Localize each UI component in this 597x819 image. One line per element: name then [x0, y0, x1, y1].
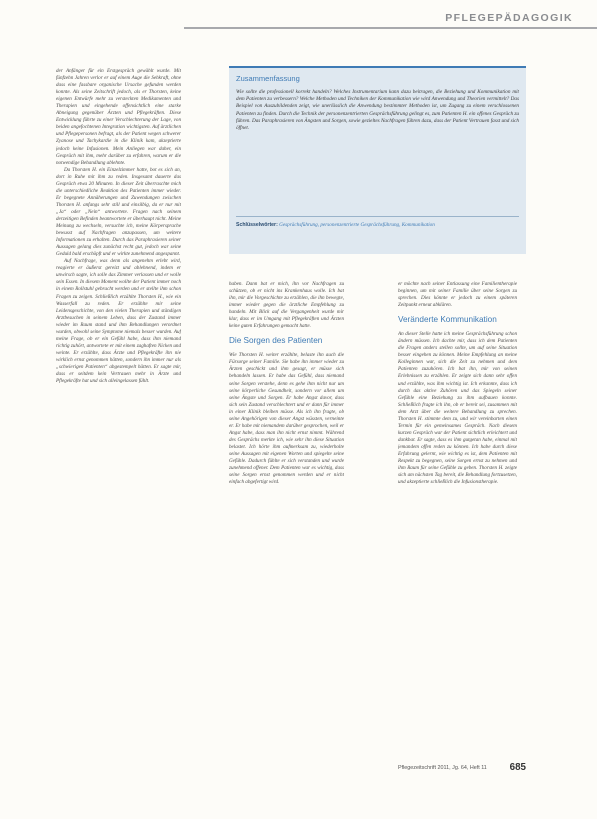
section-heading: Die Sorgen des Patienten	[229, 336, 323, 346]
section-heading: Veränderte Kommunikation	[398, 315, 497, 325]
summary-heading: Zusammenfassung	[236, 74, 300, 83]
page-number: 685	[509, 762, 526, 773]
column-middle	[229, 281, 344, 796]
summary-divider	[236, 216, 519, 217]
summary-box	[229, 66, 526, 254]
paragraph: Da Thorsten H. ein Einzelzimmer hatte, bot es sich an, dort in Ruhe mit ihm zu reden. Insgesamt dauerte das Gespräch etwa 20 Minuten. In dieser Zeit überraschte mich die unterschiedliche Reaktion des Patienten immer wieder. Er begegnete Annäherungen und Zuwendungen zwischen Thorsten H. anfangs sehr still und einsilbig, da er nur mit „Ja“ oder „Nein“ antwortete. Fragen nach seinem derzeitigen Befinden beantwortete er überhaupt nicht. Meine Meinung zu wechseln, versuchte ich, meine Körpersprache bewusst auf Nachfragen anzupassen, um weitere Informationen zu erhalten. Durch das Paraphrasieren seiner Aussagen gelang dies zunächst recht gut, jedoch war seine Geduld bald erschöpft und er wirkte zunehmend angespannt.	[56, 166, 181, 258]
keywords	[236, 222, 519, 229]
column-right	[398, 281, 517, 741]
keywords-label: Schlüsselwörter:	[236, 222, 278, 228]
page-footer	[398, 763, 526, 777]
paragraph: Wie Thorsten H. weiter erzählte, belaste ihn auch die Fürsorge seiner Familie. Sie habe ihn immer wieder zu Ärzten geschickt und ihm gesagt, er müsse sich behandeln lassen. Er habe das Gefühl, dass niemand seine Sorgen verstehe, denn es gehe ihm nicht nur um seine körperliche Gesundheit, sondern vor allem um seine Ängste und Sorgen. Er habe Angst davor, dass sich sein Zustand verschlechtert und er dann für immer in einer Klinik bleiben müsse. Als ich ihn fragte, ob seine Angehörigen von dieser Angst wüssten, verneinte er. Er habe mit niemandem darüber gesprochen, weil er Angst habe, dass man ihn nicht ernst nimmt. Während des Gesprächs merkte ich, wie sehr ihn diese Situation belastet. Ich hörte ihm aufmerksam zu, wiederholte seine Aussagen mit eigenen Worten und spiegelte seine Gefühle. Dadurch fühlte er sich verstanden und wurde zunehmend offener. Dem Patienten war es wichtig, dass seine Sorgen ernst genommen werden und er nicht einfach abgefertigt wird.	[229, 352, 344, 486]
header-rule	[184, 27, 597, 29]
summary-text: Wie sollte die professionell korrekt handeln? Welches Instrumentarium kann dazu beitragen, die Beziehung und Kommunikation mit dem Patienten zu verbessern? Welche Methoden und Techniken der Kommunikation wie wird Anwendung und Theorien vermittelt? Das Beispiel von Auszubildenden zeigt, wie unerlässlich die Anwendung bestimmter Methoden ist, um Zugang zu einem verschlossenen Patienten zu finden. Durch die Technik der personenzentrierten Gesprächsführung gelingt es, zum Patienten H. ein offenes Gespräch zu führen. Das Paraphrasieren von Ängsten und Sorgen, sowie gezieltes Nachfragen führen dazu, dass der Patient Vertrauen fasst und sich öffnet.	[236, 89, 519, 132]
paragraph: der Anfänger für ein Erstgespräch gewählt wurde. Mit fünfzehn Jahren verlor er auf einem Auge die Sehkraft, ohne dass eine fassbare organische Ursache gefunden werden konnte. Als seine Zeitschrift jedoch, als er Thorsten, keine eigenen Entwürfe mehr zu versteckten Medikamenten und Therapien und eingehende offensichtlich eine starke Abneigung gegenüber Ärzten und Pflegekräften. Diese Entwicklung führte zu einer Verschlechterung der Lage, von beiden angefochtenen Integration wichtigsten. Auf ärztlichen und Pflegepersonen befragt, als der Patient wegen schwerer Zyanose und Tachykardie in die Klinik kam, akzeptierte jedoch keine Infusionen. Mein Anliegen war daher, ein Gespräch mit ihm, mehr darüber zu erfahren, warum er die notwendige Behandlung ablehnte.	[56, 68, 181, 166]
column-left	[56, 68, 181, 800]
keywords-list: Gesprächsführung, personenzentrierte Gesprächsführung, Kommunikation	[279, 222, 435, 228]
page-header	[184, 0, 597, 38]
journal-citation: Pflegezeitschrift 2011, Jg. 64, Heft 11	[398, 765, 487, 771]
paragraph: Auf Nachfrage, was denn als angenehm erlebt wird, reagierte er äußerst gereizt und ablehnend, indem er unwirsch sagte, ich solle das Zimmer verlassen und er wolle sein Essen. In diesem Moment wollte der Patient immer noch in einem Rollstuhl gebracht werden und er stellte ihm schon Fragen zu zeigen. Schließlich erzählte Thorsten H., wie ein Wasserfall zu reden. Er erzählte mir seine Leidensgeschichte, von den vielen Therapien und ständigen Arztbesuchen in seinem Leben, dass der Zustand immer wieder im Raum stand und ihm Behandlungen verordnet wurden, obwohl seine Symptome niemals besser wurden. Auf meine Frage, ob er ein Gefühl habe, dass ihm niemand richtig zuhört, antwortete er mit einem zaghaften Nicken und weinte. Er erzählte, dass Ärzte und Pflegekräfte ihn nie wirklich ernst genommen hätten, sondern ihn immer nur als „schwierigen Patienten“ abgestempelt hätten. Er sagte mir, dass er seitdem kein Vertrauen mehr in Ärzte und Pflegekräfte hat und sich alleingelassen fühlt.	[56, 258, 181, 385]
paragraph: An dieser Stelle hatte ich meine Gesprächsführung schon ändern müssen. Ich dachte mir, dass ich dem Patienten die Fragen anders stellen sollte, um auf seine Situation besser eingehen zu können. Meine Empfehlung an meine Kolleginnen war, sich die Zeit zu nehmen und dem Patienten zuzuhören. Ich bat ihn, mir von seinen Erlebnissen zu erzählen. Er zeigte sich dann sehr offen und erzählte, was ihm wichtig ist. Ich erkannte, dass ich durch das aktive Zuhören und das Spiegeln seiner Gefühle eine Beziehung zu ihm aufbauen konnte. Schließlich fragte ich ihn, ob er bereit sei, zusammen mit dem Arzt über die weitere Behandlung zu sprechen. Thorsten H. stimmte dem zu, und wir vereinbarten einen Termin für ein gemeinsames Gespräch. Nach diesem kurzen Gespräch war der Patient sichtlich erleichtert und dankbar. Er sagte, dass es ihm gutgetan habe, einmal mit jemandem offen reden zu können. Ich habe durch diese Erfahrung gelernt, wie wichtig es ist, dem Patienten mit Respekt zu begegnen, seine Sorgen ernst zu nehmen und ihm Raum für seine Gefühle zu geben. Thorsten H. zeigte sich am nächsten Tag bereit, die Behandlung fortzusetzen, und akzeptierte schließlich die Infusionstherapie.	[398, 331, 517, 486]
section-title: PFLEGEPÄDAGOGIK	[445, 12, 573, 24]
paragraph: er möchte nach seiner Entlassung eine Familientherapie beginnen, um mit seiner Familie über seine Sorgen zu sprechen. Dies könnte er jedoch zu einem späteren Zeitpunkt erneut abklären.	[398, 281, 517, 309]
paragraph: haben. Dann bat er mich, ihn vor Nachfragen zu schützen, ob er nicht ins Krankenhaus wolle. Ich bat ihn, mir die Vorgeschichte zu erzählen, die ihn bewegte, immer wieder gegen die ärztliche Empfehlung zu handeln. Mit Blick auf die Vergangenheit wurde mir klar, dass er im Umgang mit Pflegekräften und Ärzten keine guten Erfahrungen gemacht hatte.	[229, 281, 344, 330]
